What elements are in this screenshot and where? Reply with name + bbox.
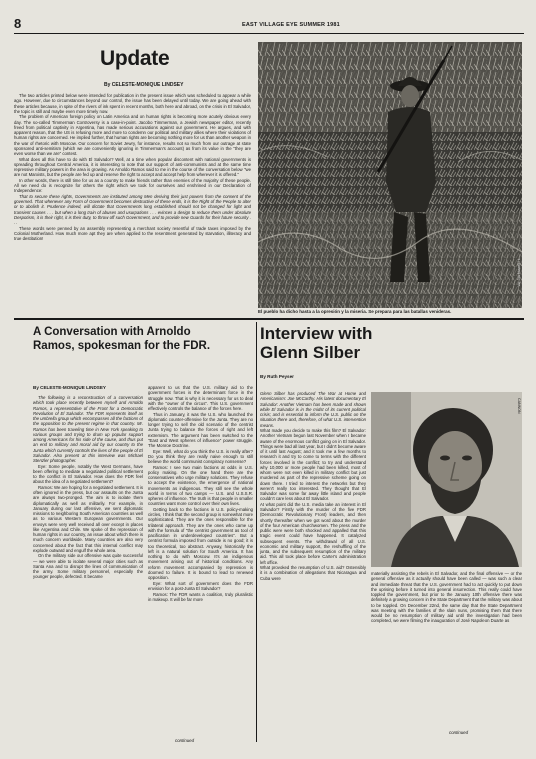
silber-portrait-image — [371, 392, 522, 567]
update-photo-caption: El pueblo ha dicho hasta a la opresión y la miseria. Se prepara para las batallas venideras. — [258, 309, 452, 314]
silber-paragraph: materially assisting the rebels in El Salvador, and the final offensive — or the general offensive as it actually should have been called — was such a clear and immediate threat that the U.S. government had to act quickly to put down the uprising before it turned into general insurrection. This really could have toppled the government, but prior to the January 10th offensive there was definitely a growing concern in the State Department that the military was about to be toppled. On December 22nd, the same day that the State Department was meeting with the families of the slain nuns, promising them that there would be no resumption of military aid until the investigation had been completed, we were filming the inauguration of José Napoleon Duarte as — [371, 571, 522, 624]
update-body — [14, 93, 251, 306]
ramos-title — [33, 325, 255, 353]
ramos-paragraph: Getting back to the factions in U.S. policy-making circles, I think that the second group is somewhat more sophisticated. They are the ones responsible for the trilateral approach. They are the ones who came up with the formula of "the centrist government as tool of pacification in underdeveloped countries". But a centrist formula imposed from outside is no good; it is too theoretical, too abstract. Anyway, historically the left is a natural solution for South America. It has nothing to do with Moscow. It's an indigenous movement arising out of historical conditions. Any reform movement accompanied by repression is doomed to failure. It is bound to lead to renewed opposition. — [148, 506, 253, 581]
update-paragraph: What does all this have to do with El Salvador? Well, at a time when popular discontent with national governments is spreading throughout Central America, it is interesting to note that our support of anti-communists and at the same time repressive military powers in the area is growing. As Arnoldo Ramos said to me in the course of the conversation below "we are not Marxists, but the people are fed up and reserve the right to accept and accept help from wherever it is offered." — [14, 156, 251, 178]
ramos-paragraph: Thus in January, it was the U.S. who launched the diplomatic counter-offensive for the Junta. They are no longer trying to sell the old scenario of the centrist Junta trying to balance the forces of right and left extremism. The argument has been switched to the "East and West spheres of influence" power struggle. The Monroe Doctrine. — [148, 411, 253, 449]
ramos-paragraph: Eye: Well, what do you think the U.S. is really after? Do you think they are really naive enough to still believe the world communist conspiracy nonsense? — [148, 448, 253, 465]
ramos-column-1 — [33, 395, 143, 742]
ramos-paragraph: Eye: Some people, notably the West Germans, have been offering to mediate a negotiated political settlement to the conflict in El Salvador. How does the FDR feel about the idea of a negotiated settlement? — [33, 463, 143, 485]
ramos-continued: continued — [175, 738, 195, 743]
silber-title-line: Glenn Silber — [260, 343, 361, 362]
ramos-intro: The following is a reconstruction of a conversation which took place recently between myself and Arnoldo Ramos, a representative of the Front for a Democratic Revolution of El Salvador. The FDR represents itself as the umbrella group which encompasses all the factions of the opposition to the present regime in that country. Mr. Ramos has been traveling time in New York speaking to various groups and trying to drum up popular support among Americans for his side of the cause, and thus put an end to military and moral aid by our country to the Junta which currently controls the lives of the people of El Salvador. Also present at this interview was Michael Stenzler photographer. — [33, 395, 143, 463]
ramos-title-line: A Conversation with Arnoldo — [33, 326, 191, 338]
ramos-paragraph: Ramos: We are hoping for a negotiated settlement. It is often ignored in the press, but our assaults on the Junta are always two-pronged. The aim is to isolate them diplomatically as well as militarily. For example, in January during our last offensive, we sent diplomatic missions to neighboring South American countries as well as to various Western European governments. Our envoys were very well received all over except in places like Argentina and Chile. We spoke of the repression of human rights in our country, an issue about which there is much concern worldwide. Many countries are also very concerned about the fact that this internal conflict may explode outward and engulf the whole area. — [33, 484, 143, 553]
update-paragraph: These words were penned by an assembly representing a merchant society resentful of trade taxes imposed by the Colonial Motherland. How much more apt they are when applied to the resentment generated by starvation, illiteracy and true destitution! — [14, 225, 251, 242]
update-paragraph: In other words, there is still time for us as a country to make friends rather than enemies of the majority of these people. All we need do is recognize for others the right which we took for ourselves and enshrined in our Declaration of Independence: — [14, 177, 251, 194]
ramos-paragraph: Ramos: I see two main factions at odds in U.S. policy making. On the one hand there are the conservatives who urge military solutions. They refuse to accept the existence, the emergence of national movements as indigenous. They still see the whole world in terms of two camps — U.S. and U.S.S.R. spheres of influence. The truth is that people in smaller countries want more control over their own lives. — [148, 464, 253, 507]
update-byline: By CELESTE-MONIQUE LINDSEY — [104, 82, 184, 88]
silber-continued: continued — [449, 730, 469, 735]
silber-qa: What made you decide to make this film? El Salvador: Another Vietnam begun last November when I became aware of the enormous conflict going on in El Salvador. Things were bad all last year, but I didn't become aware of it until last August; and it took me a few months to research it and try to come to terms with the different forces involved in the conflict; to try and understand why 10,000 or more people had been killed, most of whom were not even killed in military conflict but just murdered as part of the repressive scheme going on down there. I tried to interest the networks but they weren't really too interested. They thought that El Salvador was some far away little island and people couldn't care less about El Salvador. — [260, 428, 366, 502]
silber-qa: At what point did the U.S. media take an interest in El Salvador? Firstly with the murder of the five FDR (Democratic Revolutionary Front) leaders, and then shortly thereafter when we got word about the murder of the four American churchwomen. The press and the public were were both shocked and appalled that this tragic event could have happened. It catalyzed subsequent events. The withdrawal of all U.S. economic and military support, the reshuffling of the junta, and the subsequent resumption of the military aid. This all took place before Carter's administration left office. — [260, 501, 366, 565]
silber-column-1 — [260, 391, 366, 742]
guerrilla-photo-image — [258, 42, 522, 308]
silber-qa: What provoked the resumption of U.S. aid? Ostensibly it is a combination of allegations that Nicaragua and Cuba were — [260, 565, 366, 581]
header-rule — [14, 33, 524, 34]
silber-title — [260, 324, 520, 362]
guerrilla-photo — [258, 42, 522, 308]
ramos-column-2 — [148, 385, 253, 736]
update-paragraph: The two articles printed below were intended for publication in the present issue which was scheduled to appear a while ago. However, due to circumstances beyond our control, the issue has been delayed until today. We are going ahead with these articles because, in spite of the rivers of ink spent in recent months, both here and abroad, on the crisis in El Salvador, the topic is still and maybe even more timely now. — [14, 93, 251, 114]
column-divider — [256, 322, 257, 742]
page-number: 8 — [14, 16, 22, 31]
silber-title-line: Interview with — [260, 324, 373, 343]
ramos-title-line: Ramos, spokesman for the FDR. — [33, 340, 211, 352]
ramos-paragraph: apparent to us that the U.S. military aid to the government forces is the determinant force in the struggle now. That is why it is necessary for us to deal with the "owner of the circus". This U.S. government effectively controls the balance of the forces here. — [148, 385, 253, 411]
ramos-paragraph: On the military side our offensive was quite successful — we were able to isolate several major cities such as Santa Ana and to disrupt the lines of communication of the army. Some military personnel, especially the younger people, defected. It became — [33, 553, 143, 580]
silber-intro: Glenn Silber has produced The War at Home and Americanism: Joe McCarthy. His latest documentary El Salvador: Another Vietnam has been made and shown while El Salvador is in the midst of its current political crisis; and is essential to inform the U.S. public on the situation there and, therefore, of what U.S. intervention means. — [260, 391, 366, 428]
section-rule — [14, 318, 524, 320]
silber-photo-credit: CANNON — [517, 398, 521, 414]
silber-portrait — [371, 392, 522, 567]
silber-column-2 — [371, 571, 522, 729]
update-photo-credit: Vic Jos Nowek / L — [517, 258, 521, 287]
ramos-byline: By CELESTE-MONIQUE LINDSEY — [33, 385, 106, 390]
ramos-paragraph: Ramos: The FDR wants a coalition, truly pluralistic in makeup. It will be far more — [148, 591, 253, 602]
masthead: EAST VILLAGE EYE SUMMER 1981 — [242, 22, 340, 28]
update-paragraph: The problem of American foreign policy on Latin America and on human rights is becoming more acutely obvious every day. The so-called Timmerman Controversy is a case-in-point. Jacobo Timmerman, a Jewish newspaper editor, recently freed from political captivity in Argentina, has made serious accusations against our government. He argues, and with apparent reason, that the US is refusing more and more to condemn our political and military allies where their violations of human rights are concerned. He implied further, that human rights are becoming nothing more for us than another weapon in the war of rhetoric with Moscow. Our concern for Soviet Jewry, for instance, results not so much from our outrage at state sponsored anti-semitism (which we are conveniently ignoring in Timmerman's account) as from its value in the "they are even worse than we are" contest. — [14, 114, 251, 157]
ramos-paragraph: Eye: What sort of government does the FDR envision for a post-Junta El Salvador? — [148, 580, 253, 591]
declaration-quote: That to secure these rights, Governments are instituted among Men deriving their just powers from the consent of the governed. That whenever any Form of Government becomes destructive of these ends, it is the Right of the People to alter or to abolish it. Prudence indeed, will dictate that Governments long established should not be changed for light and transient causes . . . but when a long train of abuses and usurpations . . . evinces a design to reduce them under absolute Despotism, it is their right, it is their duty, to throw off such Government, and to provide new Guards for their future security . . . — [14, 193, 251, 226]
update-title: Update — [100, 47, 170, 70]
silber-byline: By Ruth Peyser — [260, 374, 294, 379]
